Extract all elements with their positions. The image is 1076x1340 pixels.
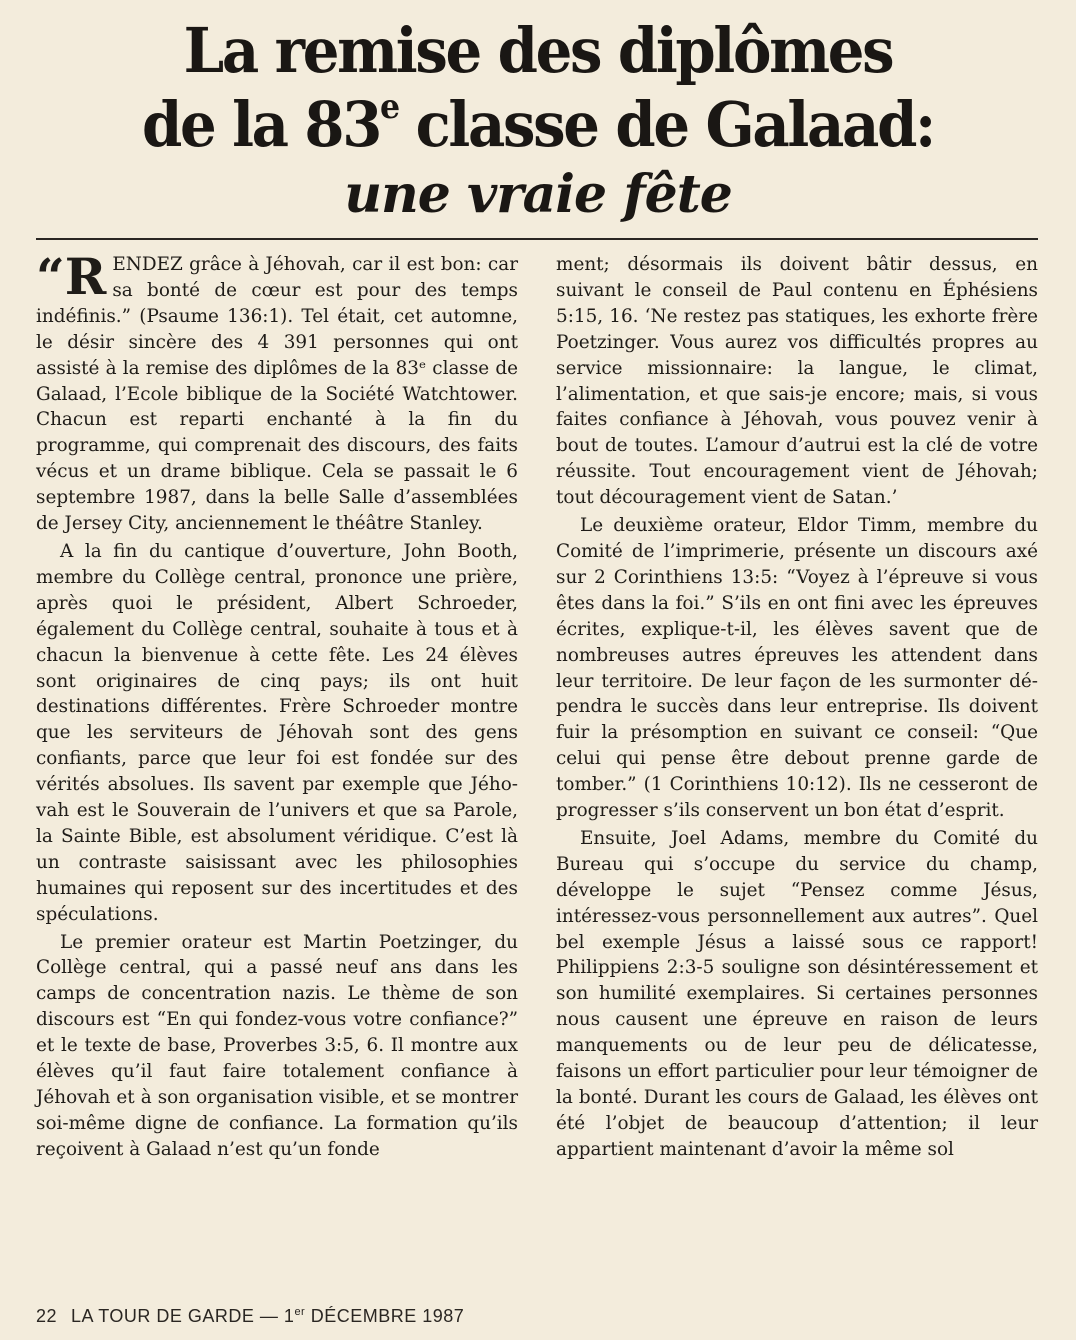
date-superscript: er <box>294 1306 306 1318</box>
article-title-block <box>0 14 1076 228</box>
text-column-right <box>556 252 1038 1163</box>
publication-name: LA TOUR DE GARDE — 1 <box>71 1306 295 1326</box>
title-divider <box>36 238 1038 240</box>
page-footer <box>36 1306 464 1327</box>
paragraph-5: Le deuxième orateur, Eldor Timm, membre du Comité de l’imprimerie, présente un discours axé sur 2 Corinthiens 13:5: “Voyez à l’épreuve si vous êtes dans la foi.” S’ils en ont fini avec les épreuves écrites, explique-t-il, les élèves savent que de nombreuses autres épreuves les attendent dans leur territoire. De leur façon de les surmonter dépendra le succès dans leur entreprise. Ils doivent fuir la présomption en suivant ce conseil: “Que celui qui pense être debout prenne garde de tomber.” (1 Corinthiens 10:12). Ils ne cesseront de progresser s’ils conservent un bon état d’esprit. <box>556 515 1038 822</box>
paragraph-3: Le premier orateur est Martin Poetzinger, du Collège central, qui a passé neuf ans dans les camps de concentration nazis. Le thème de son discours est “En qui fondez-vous votre confiance?” et le texte de base, Proverbes 3:5, 6. Il montre aux élèves qu’il faut faire totalement confiance à Jéhovah et à son organisation visible, et se montrer soi-même digne de confiance. La formation qu’ils reçoivent à Galaad n’est qu’un fonde <box>36 931 518 1160</box>
article-title-line-2 <box>38 88 1039 162</box>
drop-cap: “R <box>36 247 107 306</box>
paragraph-1-text: ENDEZ grâce à Jéhovah, car il est bon: car sa bonté de cœur est pour des temps indéfinis.” (Psaume 136:1). Tel était, cet automne, le désir sincère des 4 391 personnes qui ont assisté à la remise des diplômes de la 83ᵉ classe de Galaad, l’Ecole biblique de la Société Watchtower. Chacun est reparti enchanté à la fin du programme, qui comprenait des discours, des faits vécus et un drame biblique. Cela se passait le 6 septembre 1987, dans la belle Salle d’assemblées de Jersey City, anciennement le théâtre Stanley. <box>36 254 518 535</box>
page-number: 22 <box>36 1306 58 1326</box>
title-line-2-prefix: de la 83 <box>141 88 381 161</box>
paragraph-6: Ensuite, Joel Adams, membre du Comité du Bureau qui s’occupe du service du champ, développe le sujet “Pensez comme Jésus, intéressez-vous personnellement aux autres”. Quel bel exemple Jésus a laissé sous ce rapport! Philippiens 2:3-5 souligne son désintéressement et son humilité exemplaires. Si certaines personnes nous causent une épreuve en raison de leurs manquements ou de leur peu de délicatesse, faisons un effort particulier pour leur témoigner de la bonté. Durant les cours de Galaad, les élèves ont été l’objet de beaucoup d’attention; il leur appartient maintenant d’avoir la même sol <box>556 827 1038 1160</box>
paragraph-4: ment; désormais ils doivent bâtir dessus, en suivant le conseil de Paul contenu en Éphésiens 5:15, 16. ‘Ne restez pas statiques, les exhorte frère Poetzinger. Vous aurez vos difficultés propres au service missionnaire: la langue, le climat, l’alimentation, et que sais-je encore; mais, si vous faites confiance à Jéhovah, vous pouvez venir à bout de toutes. L’amour d’autrui est la clé de votre réussite. Tout encouragement vient de Jéhovah; tout découragement vient de Satan.’ <box>556 254 1038 509</box>
paragraph-2: A la fin du cantique d’ouverture, John Booth, membre du Collège central, prononce une prière, après quoi le président, Albert Schroeder, également du Collège central, souhaite à tous et à chacun la bienvenue à cette fête. Les 24 élèves sont originaires de cinq pays; ils ont huit destinations différentes. Frère Schroeder montre que les serviteurs de Jéhovah sont des gens confiants, parce que leur foi est fondée sur des vérités absolues. Ils savent par exemple que Jéhovah est le Souverain de l’univers et que sa Parole, la Sainte Bible, est absolument véridique. C’est là un contraste saisissant avec les philosophies humaines qui reposent sur des incertitudes et des spéculations. <box>36 540 518 925</box>
title-line-2-suffix: classe de Galaad: <box>397 88 935 161</box>
title-superscript: e <box>380 87 398 127</box>
text-column-left <box>36 247 518 1163</box>
paragraph-1 <box>36 247 518 537</box>
publication-date: DÉCEMBRE 1987 <box>305 1306 465 1326</box>
article-title-line-1: La remise des diplômes <box>183 14 893 87</box>
article-subtitle: une vraie fête <box>344 164 732 225</box>
